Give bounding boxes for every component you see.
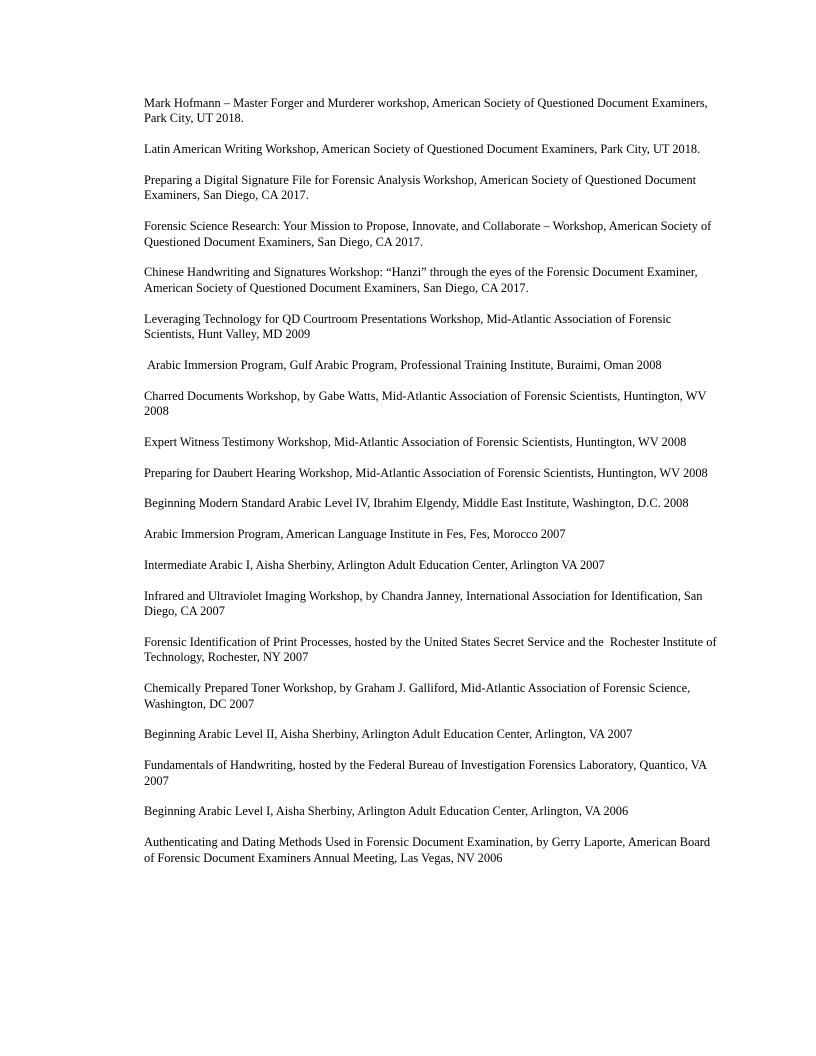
training-entry: Charred Documents Workshop, by Gabe Watts, Mid-Atlantic Association of Forensic Scientists, Huntington, WV 2008 bbox=[144, 388, 710, 419]
training-entry: Arabic Immersion Program, American Language Institute in Fes, Fes, Morocco 2007 bbox=[144, 527, 566, 542]
training-entry: Expert Witness Testimony Workshop, Mid-Atlantic Association of Forensic Scientists, Huntington, WV 2008 bbox=[144, 434, 687, 449]
training-entries-list bbox=[144, 96, 722, 881]
training-entry: Leveraging Technology for QD Courtroom Presentations Workshop, Mid-Atlantic Association of Forensic Scientists, Hunt Valley, MD 2009 bbox=[144, 311, 675, 342]
training-entry: Beginning Arabic Level I, Aisha Sherbiny, Arlington Adult Education Center, Arlington, VA 2006 bbox=[144, 804, 629, 819]
training-entry: Fundamentals of Handwriting, hosted by the Federal Bureau of Investigation Forensics Laboratory, Quantico, VA 2007 bbox=[144, 758, 710, 788]
training-entry: Intermediate Arabic I, Aisha Sherbiny, Arlington Adult Education Center, Arlington VA 2007 bbox=[144, 558, 605, 572]
training-entry: Preparing a Digital Signature File for Forensic Analysis Workshop, American Society of Questioned Document Examiners, San Diego, CA 2017. bbox=[144, 173, 700, 203]
training-entry: Chinese Handwriting and Signatures Workshop: “Hanzi” through the eyes of the Forensic Document Examiner, American Society of Questioned Document Examiners, San Diego, CA 2017. bbox=[144, 265, 701, 295]
training-entry: Arabic Immersion Program, Gulf Arabic Program, Professional Training Institute, Buraimi, Oman 2008 bbox=[144, 357, 662, 372]
training-entry: Mark Hofmann – Master Forger and Murderer workshop, American Society of Questioned Document Examiners, Park City, UT 2018. bbox=[144, 96, 711, 126]
training-entry: Beginning Arabic Level II, Aisha Sherbiny, Arlington Adult Education Center, Arlington, VA 2007 bbox=[144, 727, 633, 742]
training-entry: Forensic Identification of Print Processes, hosted by the United States Secret Service and the Rochester Institute of Technology, Rochester, NY 2007 bbox=[144, 635, 720, 665]
training-entry: Forensic Science Research: Your Mission to Propose, Innovate, and Collaborate – Workshop, American Society of Questioned Document Examiners, San Diego, CA 2017. bbox=[144, 219, 715, 249]
training-entry: Infrared and Ultraviolet Imaging Workshop, by Chandra Janney, International Association for Identification, San Diego, CA 2007 bbox=[144, 588, 706, 619]
training-entry: Chemically Prepared Toner Workshop, by Graham J. Galliford, Mid-Atlantic Association of Forensic Science, Washington, DC 2007 bbox=[144, 681, 694, 711]
training-entry: Latin American Writing Workshop, American Society of Questioned Document Examiners, Park City, UT 2018. bbox=[144, 142, 701, 157]
training-entry: Authenticating and Dating Methods Used in Forensic Document Examination, by Gerry Laporte, American Board of Forensic Document Examiners Annual Meeting, Las Vegas, NV 2006 bbox=[144, 835, 714, 865]
training-entry: Beginning Modern Standard Arabic Level IV, Ibrahim Elgendy, Middle East Institute, Washington, D.C. 2008 bbox=[144, 496, 689, 511]
training-entry: Preparing for Daubert Hearing Workshop, Mid-Atlantic Association of Forensic Scientists, Huntington, WV 2008 bbox=[144, 465, 708, 480]
